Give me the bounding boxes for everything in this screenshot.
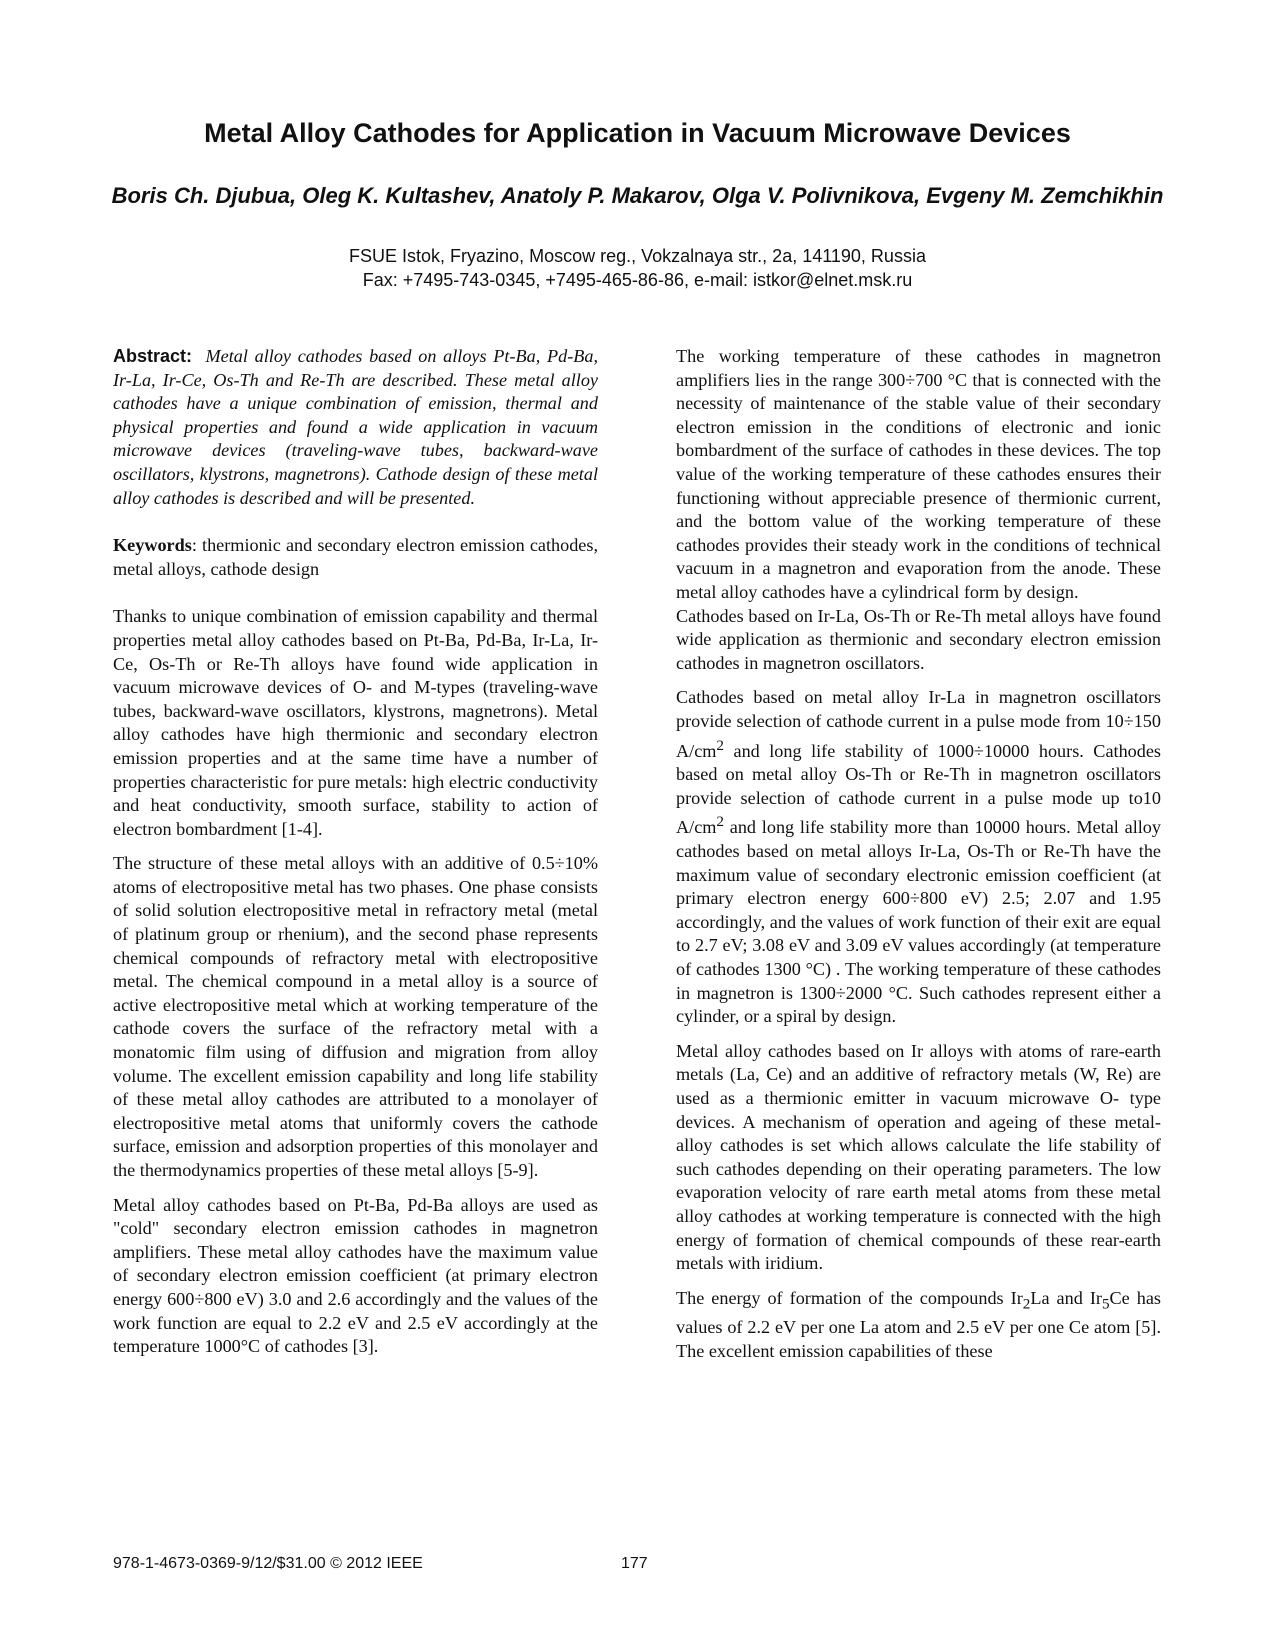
- body-paragraph-intro: Thanks to unique combination of emission capability and thermal properties metal alloy cathodes based on Pt-Ba, Pd-Ba, Ir-La, Ir-Ce, Os-Th or Re-Th alloys have found wide application in vacuum microwave devices of O- and M-types (traveling-wave tubes, backward-wave oscillators, klystrons, magnetrons). Metal alloy cathodes have high thermionic and secondary electron emission properties and at the same time have a number of properties characteristic for pure metals: high electric conductivity and heat conductivity, smooth surface, stability to action of electron bombardment [1-4].: [113, 606, 598, 839]
- body-paragraph-working-temperature: The working temperature of these cathodes in magnetron amplifiers lies in the range 300÷700 °C that is connected with the necessity of maintenance of the stable value of their secondary electron emission in the conditions of electronic and ionic bombardment of the surface of cathodes in these devices. The top value of the working temperature of these cathodes ensures their functioning without appreciable presence of thermionic current, and the bottom value of the working temperature of these cathodes provides their steady work in the conditions of technical vacuum in a magnetron and evaporation from the anode. These metal alloy cathodes have a cylindrical form by design.: [676, 346, 1161, 602]
- body-paragraph-ir-alloys: Metal alloy cathodes based on Ir alloys with atoms of rare-earth metals (La, Ce) and an additive of refractory metals (W, Re) are used as a thermionic emitter in vacuum microwave O- type devices. A mechanism of operation and ageing of these metal-alloy cathodes is set which allows calculate the life stability of such cathodes depending on their operating parameters. The low evaporation velocity of rare earth metal atoms from these metal alloy cathodes at working temperature is connected with the high energy of formation of chemical compounds of these rear-earth metals with iridium.: [676, 1040, 1161, 1274]
- page-number: 177: [621, 1555, 648, 1572]
- keywords-text: : thermionic and secondary electron emission cathodes, metal alloys, cathode design: [113, 535, 598, 579]
- paper-title: Metal Alloy Cathodes for Application in Vacuum Microwave Devices: [204, 118, 1071, 148]
- subscript: 2: [1022, 1295, 1031, 1313]
- body-paragraph-ir-la-cathodes: Cathodes based on Ir-La, Os-Th or Re-Th metal alloys have found wide application as thermionic and secondary electron emission cathodes in magnetron oscillators.: [676, 605, 1161, 673]
- abstract-paragraph: [113, 345, 598, 510]
- text-run: La and Ir: [1030, 1287, 1102, 1308]
- subscript: 5: [1101, 1295, 1110, 1313]
- text-run: and long life stability more than 10000 hours. Metal alloy cathodes based on metal alloys Ir-La, Os-Th or Re-Th have the maximum value of secondary electronic emission coefficient (at primary electron energy 600÷800 eV) 2.5; 2.07 and 1.95 accordingly, and the values of work function of their exit are equal to 2.7 eV; 3.08 eV and 3.09 eV values accordingly (at temperature of cathodes 1300 °C) . The working temperature of these cathodes in magnetron is 1300÷2000 °C. Such cathodes represent either a cylinder, or a spiral by design.: [676, 817, 1161, 1027]
- body-paragraph-pt-ba: Metal alloy cathodes based on Pt-Ba, Pd-Ba alloys are used as "cold" secondary electron emission cathodes in magnetron amplifiers. These metal alloy cathodes have the maximum value of secondary electron emission coefficient (at primary electron energy 600÷800 eV) 3.0 and 2.6 accordingly and the values of the work function are equal to 2.2 eV and 2.5 eV accordingly at the temperature 1000°C of cathodes [3].: [113, 1194, 598, 1357]
- left-column: [113, 345, 598, 1370]
- keywords-label: Keywords: [113, 535, 192, 556]
- text-run: The energy of formation of the compounds Ir: [676, 1287, 1023, 1308]
- text-run: Cathodes based on metal alloy Ir-La in magnetron oscillators provide selection of cathode current in a pulse mode from 10÷150 A/cm: [676, 687, 1161, 761]
- superscript: 2: [716, 813, 724, 831]
- affiliation-address: FSUE Istok, Fryazino, Moscow reg., Vokzalnaya str., 2a, 141190, Russia: [349, 246, 926, 266]
- affiliation-contact: Fax: +7495-743-0345, +7495-465-86-86, e-mail: istkor@elnet.msk.ru: [362, 270, 913, 290]
- body-paragraph-magnetron-oscillators: [676, 686, 1161, 1028]
- author-list: Boris Ch. Djubua, Oleg K. Kultashev, Anatoly P. Makarov, Olga V. Polivnikova, Evgeny M. Zemchikhin: [111, 183, 1164, 208]
- body-paragraph-formation-energy: [676, 1287, 1161, 1363]
- abstract-text: Metal alloy cathodes based on alloys Pt-Ba, Pd-Ba, Ir-La, Ir-Ce, Os-Th and Re-Th are described. These metal alloy cathodes have a unique combination of emission, thermal and physical properties and found a wide application in vacuum microwave devices (traveling-wave tubes, backward-wave oscillators, klystrons, magnetrons). Cathode design of these metal alloy cathodes is described and will be presented.: [113, 346, 599, 508]
- keywords-paragraph: [113, 534, 598, 581]
- footer-isbn: 978-1-4673-0369-9/12/$31.00 © 2012 IEEE: [113, 1555, 423, 1572]
- text-run: and long life stability of 1000÷10000 hours. Cathodes based on metal alloy Os-Th or Re-Th in magnetron oscillators provide selection of cathode current in a pulse mode up to10 A/cm: [676, 740, 1161, 838]
- text-run: Ce has values of 2.2 eV per one La atom and 2.5 eV per one Ce atom [5]. The excellent emission capabilities of these: [676, 1287, 1161, 1361]
- superscript: 2: [716, 736, 724, 754]
- right-column: [676, 345, 1161, 1374]
- abstract-label: Abstract:: [113, 346, 193, 366]
- body-paragraph-structure: The structure of these metal alloys with an additive of 0.5÷10% atoms of electropositive metal has two phases. One phase consists of solid solution electropositive metal in refractory metal (metal of platinum group or rhenium), and the second phase represents chemical compounds of refractory metal with electropositive metal. The chemical compound in a metal alloy is a source of active electropositive metal which at working temperature of the cathode covers the surface of the refractory metal with a monatomic film using of diffusion and migration from alloy volume. The excellent emission capability and long life stability of these metal alloy cathodes are attributed to a monolayer of electropositive metal atoms that uniformly covers the cathode surface, emission and adsorption properties of this monolayer and the thermodynamics properties of these metal alloys [5-9].: [113, 853, 598, 1180]
